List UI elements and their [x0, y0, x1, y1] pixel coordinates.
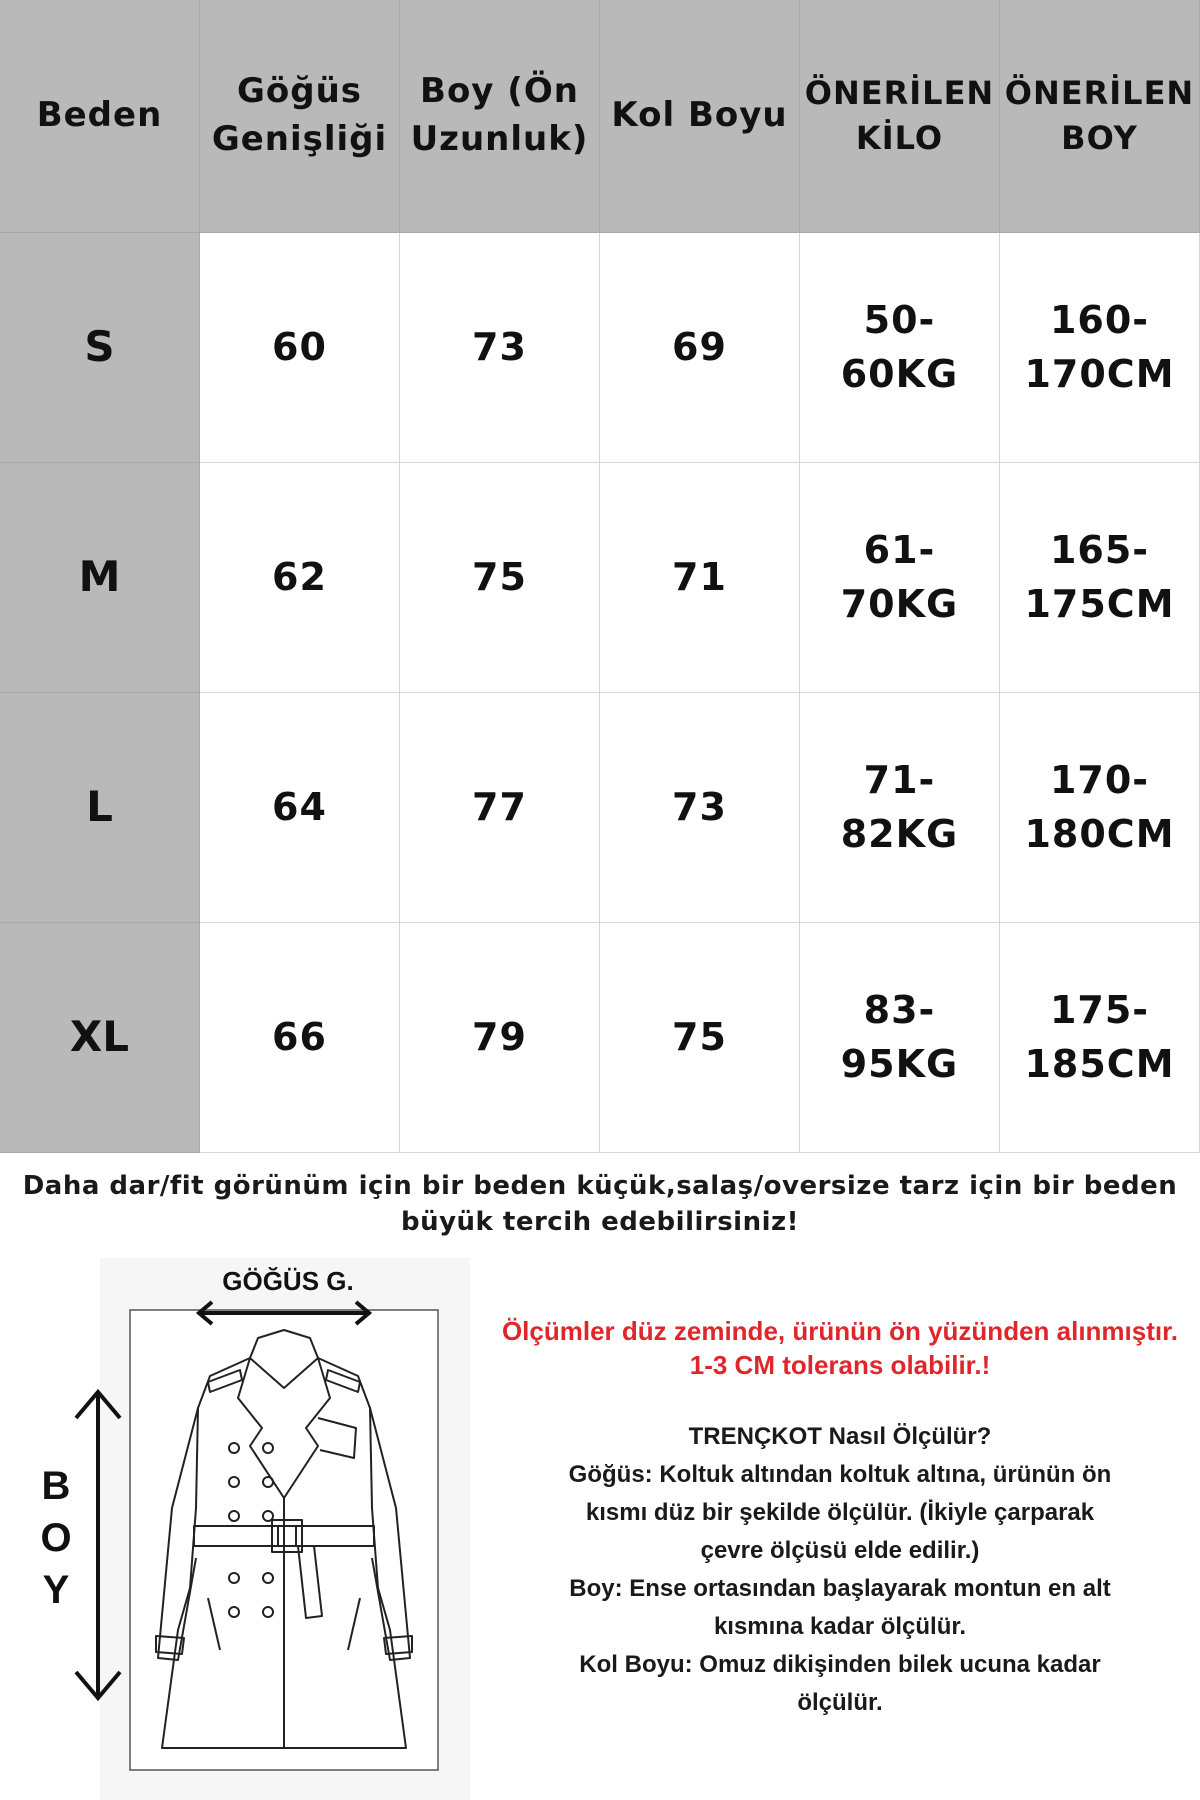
- how-to-measure: [540, 1418, 1140, 1722]
- height-range: 165- 175CM: [1000, 463, 1200, 693]
- header-chest-width: Göğüs Genişliği: [200, 0, 400, 233]
- chest-measure-label: GÖĞÜS G.: [222, 1266, 354, 1296]
- warning-line: 1-3 CM tolerans olabilir.!: [689, 1350, 991, 1380]
- howto-line: kısmına kadar ölçülür.: [713, 1613, 967, 1640]
- chest-value: 64: [200, 693, 400, 923]
- header-recommended-weight: ÖNERİLEN KİLO: [800, 0, 1000, 233]
- header-recommended-height: ÖNERİLEN BOY: [1000, 0, 1200, 233]
- howto-line: Boy: Ense ortasından başlayarak montun en alt: [569, 1575, 1111, 1602]
- chest-value: 60: [200, 233, 400, 463]
- size-label: XL: [0, 923, 200, 1153]
- size-label: S: [0, 233, 200, 463]
- sleeve-value: 69: [600, 233, 800, 463]
- length-label-letter: B: [41, 1464, 71, 1508]
- length-label-letter: Y: [42, 1568, 70, 1612]
- length-value: 75: [400, 463, 600, 693]
- length-value: 79: [400, 923, 600, 1153]
- length-label-letter: O: [40, 1516, 72, 1560]
- height-range: 170- 180CM: [1000, 693, 1200, 923]
- height-range: 160- 170CM: [1000, 233, 1200, 463]
- measurement-warning: [480, 1314, 1200, 1382]
- chest-value: 62: [200, 463, 400, 693]
- length-value: 77: [400, 693, 600, 923]
- weight-range: 50- 60KG: [800, 233, 1000, 463]
- weight-range: 83- 95KG: [800, 923, 1000, 1153]
- weight-range: 61- 70KG: [800, 463, 1000, 693]
- howto-line: ölçülür.: [797, 1689, 883, 1716]
- chest-value: 66: [200, 923, 400, 1153]
- howto-line: Göğüs: Koltuk altından koltuk altına, ürünün ön: [568, 1461, 1112, 1488]
- weight-range: 71- 82KG: [800, 693, 1000, 923]
- warning-line: Ölçümler düz zeminde, ürünün ön yüzünden alınmıştır.: [501, 1316, 1179, 1346]
- sleeve-value: 73: [600, 693, 800, 923]
- size-label: M: [0, 463, 200, 693]
- sleeve-value: 71: [600, 463, 800, 693]
- header-sleeve-length: Kol Boyu: [600, 0, 800, 233]
- sleeve-value: 75: [600, 923, 800, 1153]
- length-value: 73: [400, 233, 600, 463]
- fit-advice-note: Daha dar/fit görünüm için bir beden küçük,salaş/oversize tarz için bir beden büyük tercih edebilirsiniz!: [22, 1171, 1178, 1237]
- header-size: Beden: [0, 0, 200, 233]
- howto-line: Kol Boyu: Omuz dikişinden bilek ucuna kadar: [579, 1651, 1101, 1678]
- header-front-length: Boy (Ön Uzunluk): [400, 0, 600, 233]
- howto-line: çevre ölçüsü elde edilir.): [700, 1537, 980, 1564]
- size-label: L: [0, 693, 200, 923]
- howto-line: kısmı düz bir şekilde ölçülür. (İkiyle çarparak: [585, 1499, 1095, 1526]
- trench-coat-icon: [100, 1258, 470, 1800]
- measurement-illustration: [100, 1258, 470, 1800]
- length-arrow-icon: [70, 1386, 126, 1704]
- height-range: 175- 185CM: [1000, 923, 1200, 1153]
- howto-title: TRENÇKOT Nasıl Ölçülür?: [688, 1423, 992, 1450]
